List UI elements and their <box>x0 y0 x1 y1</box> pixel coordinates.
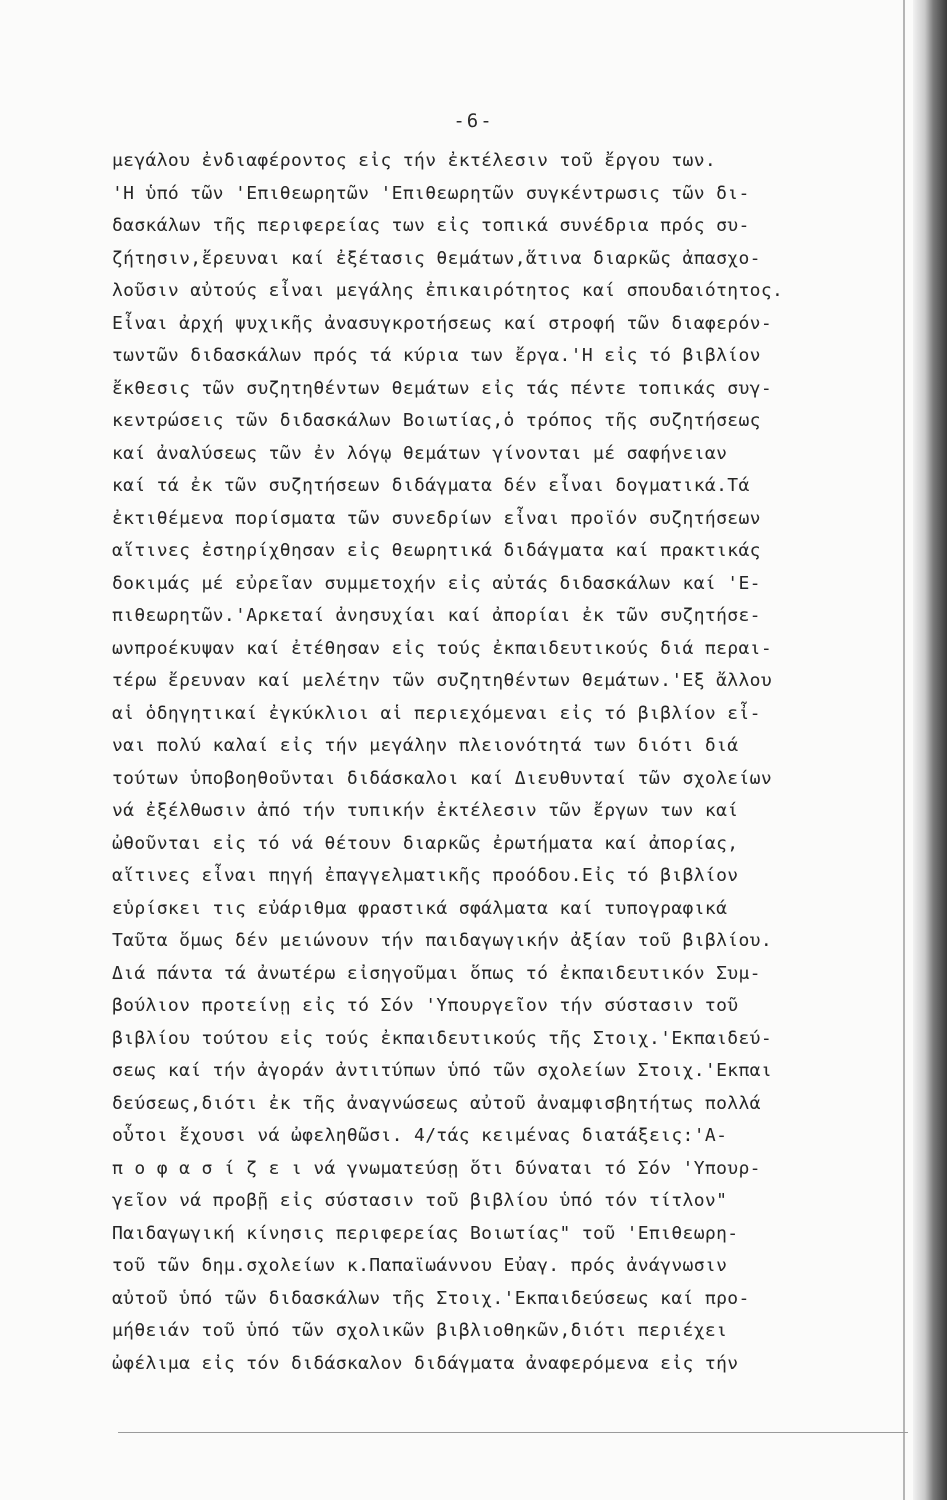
text-line: ὠθοῦνται εἰς τό νά θέτουν διαρκῶς ἐρωτήματα καί ἀπορίας, <box>112 832 739 854</box>
text-line: Ταῦτα ὅμως δέν μειώνουν τήν παιδαγωγικήν ἀξίαν τοῦ βιβλίου. <box>112 930 773 951</box>
text-line: πιθεωρητῶν.'Αρκεταί ἀνησυχίαι καί ἀπορίαι ἐκ τῶν συζητήσε- <box>112 605 761 626</box>
text-line: δεύσεως,διότι ἐκ τῆς ἀναγνώσεως αὐτοῦ ἀναμφισβητήτως πολλά <box>112 1092 761 1114</box>
text-line: Διά πάντα τά ἀνωτέρω εἰσηγοῦμαι ὅπως τό ἐκπαιδευτικόν Συμ- <box>112 962 761 984</box>
text-line: σεως καί τήν ἀγοράν ἀντιτύπων ὑπό τῶν σχολείων Στοιχ.'Εκπαι <box>112 1060 773 1081</box>
book-binding-edge <box>913 0 947 1500</box>
text-line: καί τά ἐκ τῶν συζητήσεων διδάγματα δέν εἶναι δογματικά.Τά <box>112 475 750 496</box>
text-line: τοῦ τῶν δημ.σχολείων κ.Παπαϊωάννου Εὐαγ. πρός ἀνάγνωσιν <box>112 1255 728 1276</box>
text-line: λοῦσιν αὐτούς εἶναι μεγάλης ἐπικαιρότητος καί σπουδαιότητος. <box>112 280 784 301</box>
body-text <box>112 145 907 1380</box>
text-line: ὠφέλιμα εἰς τόν διδάσκαλον διδάγματα ἀναφερόμενα εἰς τήν <box>112 1352 739 1374</box>
text-line: ἔκθεσις τῶν συζητηθέντων θεμάτων εἰς τάς πέντε τοπικάς συγ- <box>112 377 773 399</box>
text-line: μήθειάν τοῦ ὑπό τῶν σχολικῶν βιβλιοθηκῶν,διότι περιέχει <box>112 1320 728 1341</box>
text-line: καί ἀναλύσεως τῶν ἐν λόγῳ θεμάτων γίνονται μέ σαφήνειαν <box>112 442 728 464</box>
text-line: τέρω ἔρευναν καί μελέτην τῶν συζητηθέντων θεμάτων.'Εξ ἄλλου <box>112 670 773 691</box>
text-line: δοκιμάς μέ εὐρεῖαν συμμετοχήν εἰς αὐτάς διδασκάλων καί 'Ε- <box>112 572 761 594</box>
text-line: τωντῶν διδασκάλων πρός τά κύρια των ἔργα.'Η εἰς τό βιβλίον <box>112 345 761 366</box>
text-line: γεῖον νά προβῇ εἰς σύστασιν τοῦ βιβλίου ὑπό τόν τίτλον" <box>112 1190 728 1211</box>
text-line: βιβλίου τούτου εἰς τούς ἐκπαιδευτικούς τῆς Στοιχ.'Εκπαιδεύ- <box>112 1027 773 1049</box>
text-line: π ο φ α σ ί ζ ε ι νά γνωματεύσῃ ὅτι δύναται τό Σόν 'Υπουρ- <box>112 1157 761 1179</box>
footer-divider <box>118 1432 908 1433</box>
text-line: μεγάλου ἐνδιαφέροντος εἰς τήν ἐκτέλεσιν τοῦ ἔργου των. <box>112 150 717 171</box>
text-line: ἐκτιθέμενα πορίσματα τῶν συνεδρίων εἶναι προϊόν συζητήσεων <box>112 507 761 529</box>
text-line: βούλιον προτείνῃ εἰς τό Σόν 'Υπουργεῖον τήν σύστασιν τοῦ <box>112 995 739 1016</box>
text-line: Παιδαγωγική κίνησις περιφερείας Βοιωτίας" τοῦ 'Επιθεωρη- <box>112 1222 739 1244</box>
text-line: ναι πολύ καλαί εἰς τήν μεγάλην πλειονότητά των διότι διά <box>112 735 739 756</box>
text-line: αὐτοῦ ὑπό τῶν διδασκάλων τῆς Στοιχ.'Εκπαιδεύσεως καί προ- <box>112 1287 750 1309</box>
text-line: νά ἐξέλθωσιν ἀπό τήν τυπικήν ἐκτέλεσιν τῶν ἔργων των καί <box>112 800 739 821</box>
text-line: οὗτοι ἔχουσι νά ὠφεληθῶσι. 4/τάς κειμένας διατάξεις:'Α- <box>112 1125 728 1146</box>
text-line: 'Η ὑπό τῶν 'Επιθεωρητῶν 'Επιθεωρητῶν συγκέντρωσις τῶν δι- <box>112 182 750 204</box>
text-line: τούτων ὑποβοηθοῦνται διδάσκαλοι καί Διευθυνταί τῶν σχολείων <box>112 767 773 789</box>
text-line: κεντρώσεις τῶν διδασκάλων Βοιωτίας,ὁ τρόπος τῆς συζητήσεως <box>112 410 761 431</box>
text-line: εὑρίσκει τις εὐάριθμα φραστικά σφάλματα καί τυπογραφικά <box>112 897 728 919</box>
text-line: αἱ ὁδηγητικαί ἐγκύκλιοι αἱ περιεχόμεναι εἰς τό βιβλίον εἶ- <box>112 702 761 724</box>
text-line: αἵτινες εἶναι πηγή ἐπαγγελματικῆς προόδου.Εἰς τό βιβλίον <box>112 865 739 886</box>
text-line: αἵτινες ἐστηρίχθησαν εἰς θεωρητικά διδάγματα καί πρακτικάς <box>112 540 761 561</box>
text-line: ζήτησιν,ἔρευναι καί ἐξέτασις θεμάτων,ἅτινα διαρκῶς ἀπασχο- <box>112 247 761 269</box>
text-line: Εἶναι ἀρχή ψυχικῆς ἀνασυγκροτήσεως καί στροφή τῶν διαφερόν- <box>112 312 773 334</box>
text-line: δασκάλων τῆς περιφερείας των εἰς τοπικά συνέδρια πρός συ- <box>112 215 750 236</box>
text-line: ωνπροέκυψαν καί ἐτέθησαν εἰς τούς ἐκπαιδευτικούς διά περαι- <box>112 637 773 659</box>
page-number: -6- <box>453 110 494 132</box>
